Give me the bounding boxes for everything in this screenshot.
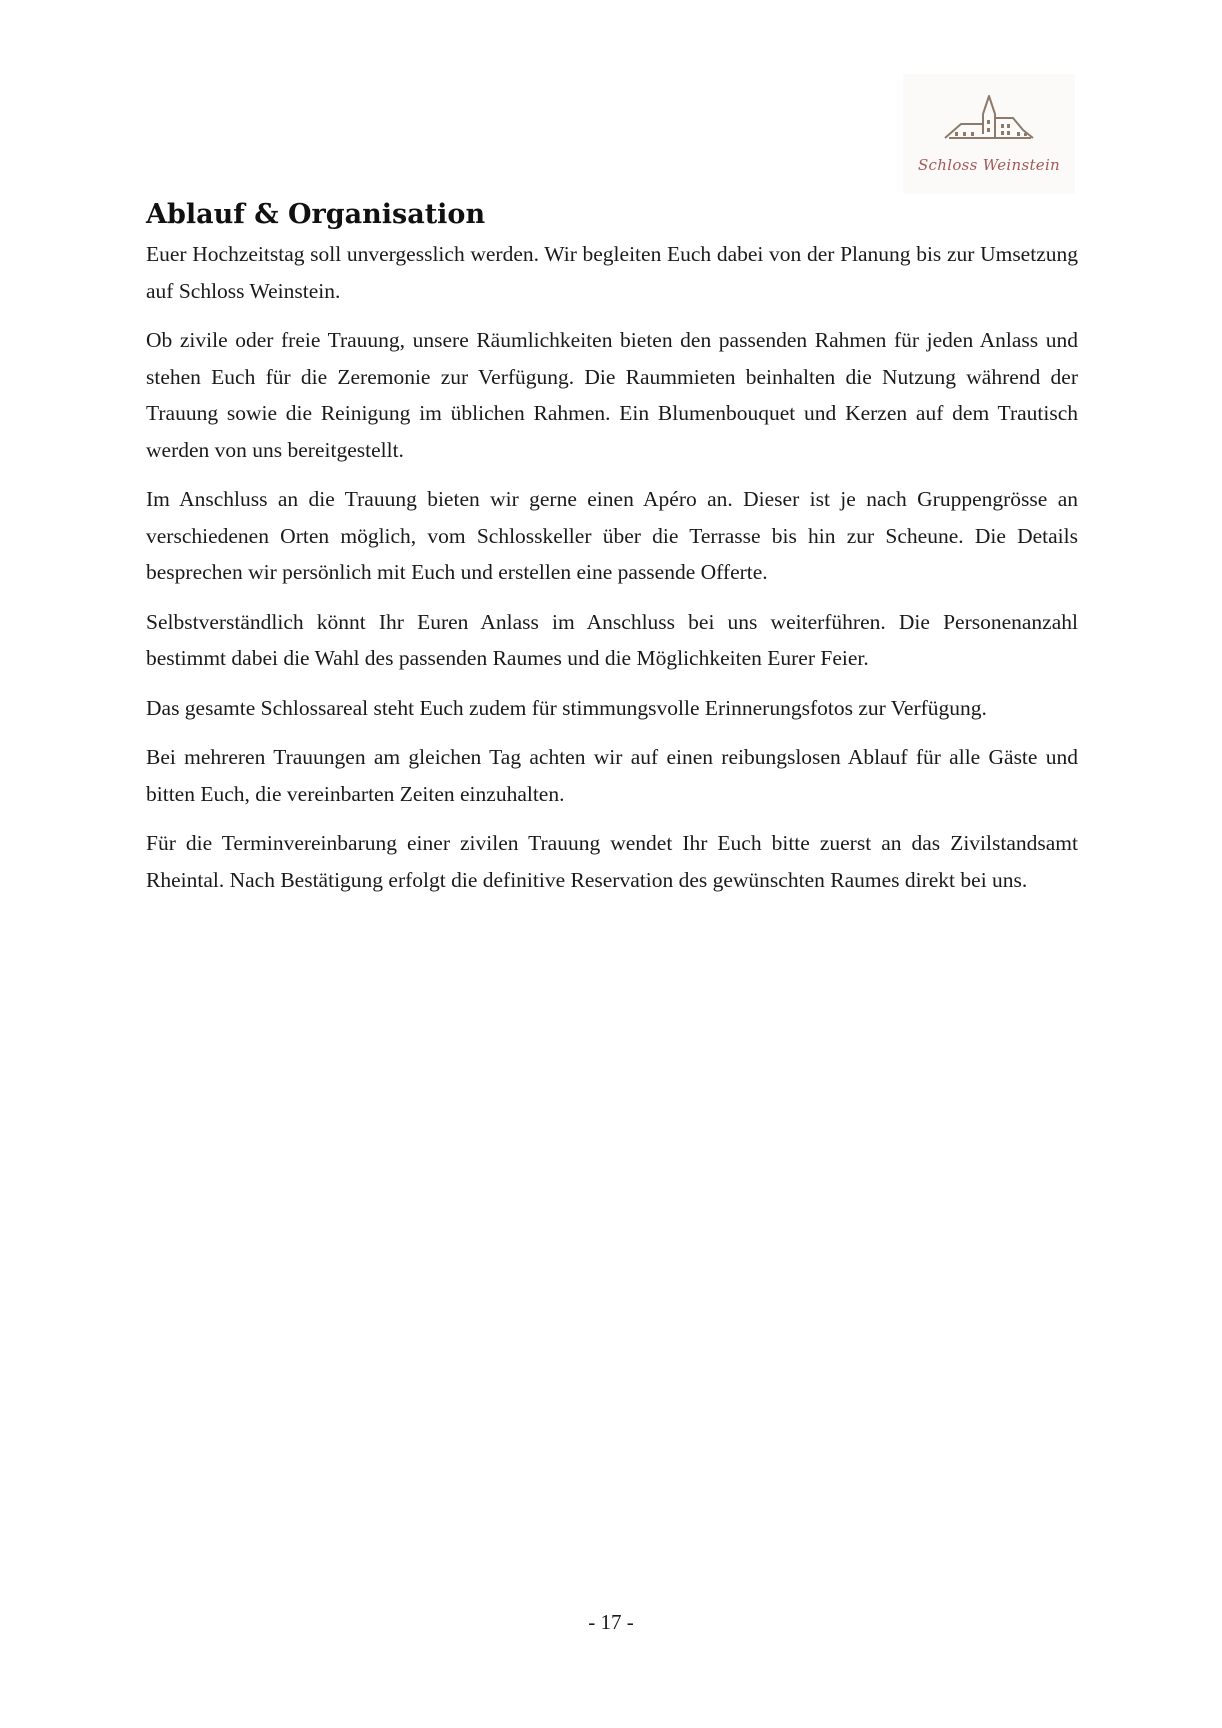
- paragraph-ablauf: Bei mehreren Trauungen am gleichen Tag achten wir auf einen reibungslosen Ablauf für alle Gäste und bitten Euch, die vereinbarten Zeiten einzuhalten.: [146, 745, 1078, 806]
- logo-text: Schloss Weinstein: [917, 156, 1061, 174]
- paragraph-termin: Für die Terminvereinbarung einer zivilen Trauung wendet Ihr Euch bitte zuerst an das Zivilstandsamt Rheintal. Nach Bestätigung erfolgt die definitive Reservation des gewünschten Raumes direkt bei uns.: [146, 831, 1078, 892]
- logo: [903, 74, 1075, 194]
- paragraph-fotos: Das gesamte Schlossareal steht Euch zudem für stimmungsvolle Erinnerungsfotos zur Verfügung.: [146, 695, 987, 720]
- castle-icon: [943, 94, 1035, 154]
- page-content: [146, 196, 1078, 911]
- paragraph-trauung: Ob zivile oder freie Trauung, unsere Räumlichkeiten bieten den passenden Rahmen für jeden Anlass und stehen Euch für die Zeremonie zur Verfügung. Die Raummieten beinhalten die Nutzung während der Trauung sowie die Reinigung im üblichen Rahmen. Ein Blumenbouquet und Kerzen auf dem Trautisch werden von uns bereitgestellt.: [146, 328, 1078, 462]
- page-number: - 17 -: [588, 1610, 634, 1634]
- paragraph-apero: Im Anschluss an die Trauung bieten wir gerne einen Apéro an. Dieser ist je nach Gruppengrösse an verschiedenen Orten möglich, vom Schlosskeller über die Terrasse bis hin zur Scheune. Die Details besprechen wir persönlich mit Euch und erstellen eine passende Offerte.: [146, 487, 1078, 584]
- paragraph-feier: Selbstverständlich könnt Ihr Euren Anlass im Anschluss bei uns weiterführen. Die Personenanzahl bestimmt dabei die Wahl des passenden Raumes und die Möglichkeiten Eurer Feier.: [146, 609, 1078, 670]
- paragraph-intro: Euer Hochzeitstag soll unvergesslich werden. Wir begleiten Euch dabei von der Planung bis zur Umsetzung auf Schloss Weinstein.: [146, 242, 1078, 303]
- page-title: Ablauf & Organisation: [146, 199, 486, 230]
